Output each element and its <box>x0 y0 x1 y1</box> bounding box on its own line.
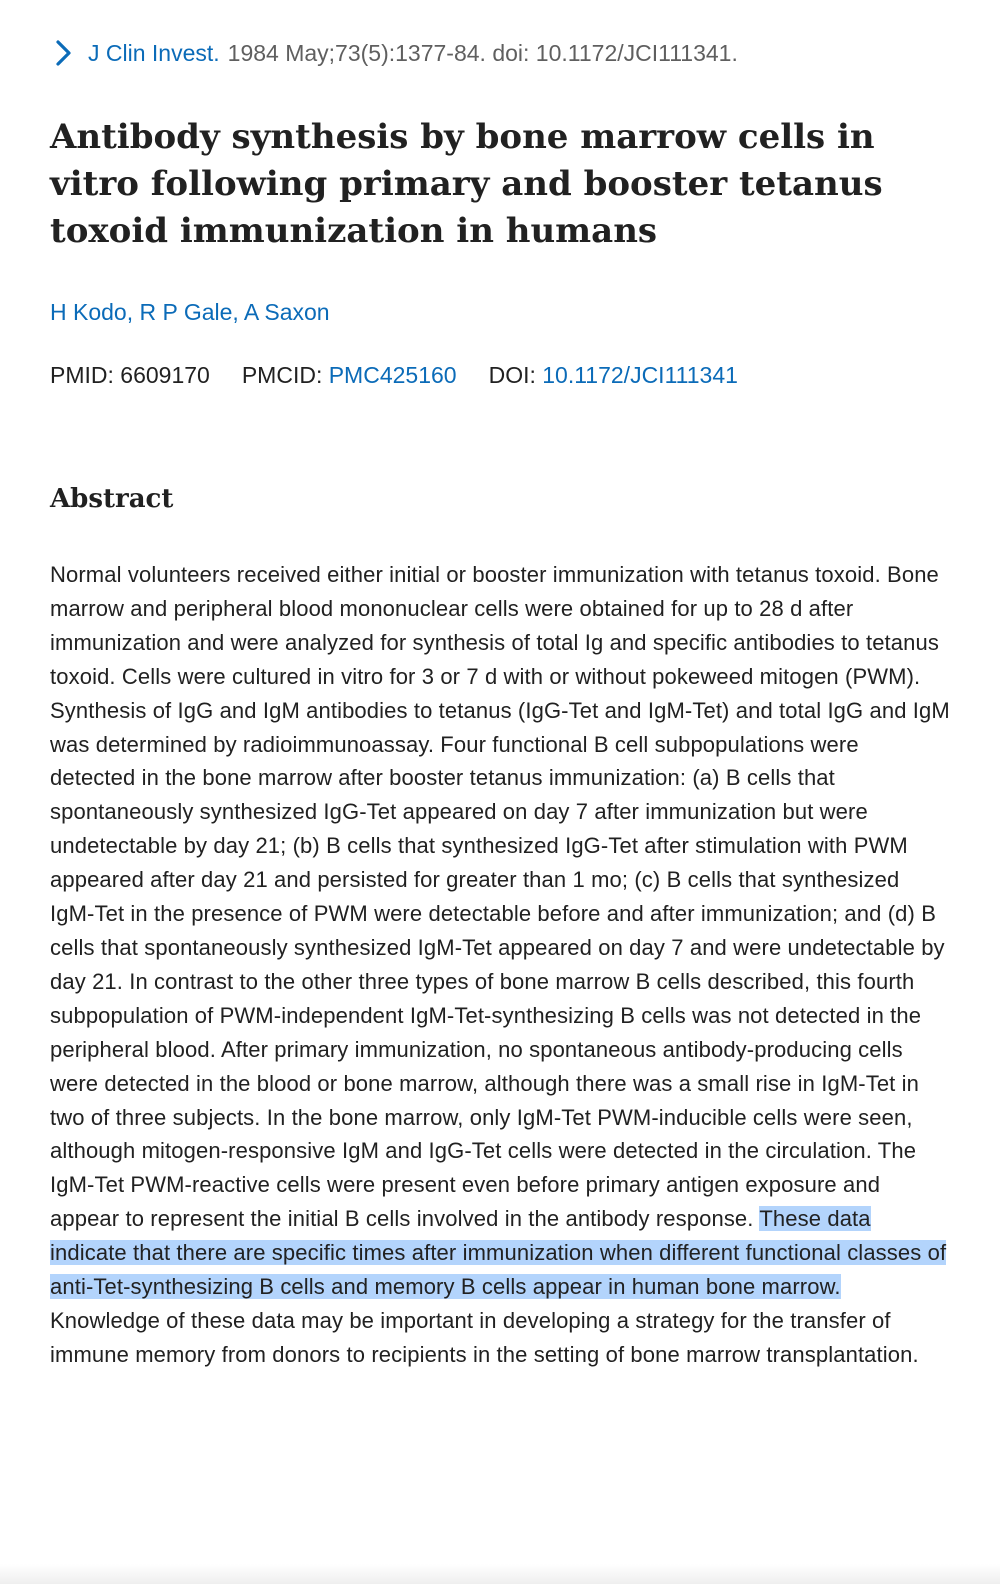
citation-detail: 1984 May;73(5):1377-84. doi: 10.1172/JCI111341. <box>227 39 738 66</box>
doi-link[interactable]: 10.1172/JCI111341 <box>542 362 738 388</box>
pmcid-link[interactable]: PMC425160 <box>328 362 457 388</box>
abstract-text-before: Normal volunteers received either initial or booster immunization with tetanus toxoid. Bone marrow and peripheral blood mononuclear cells were obtained for up to 28 d after immunization and were analyzed for synthesis of total Ig and specific antibodies to tetanus toxoid. Cells were cultured in vitro for 3 or 7 d with or without pokeweed mitogen (PWM). Synthesis of IgG and IgM antibodies to tetanus (IgG-Tet and IgM-Tet) and total IgG and IgM was determined by radioimmunoassay. Four functional B cell subpopulations were detected in the bone marrow after booster tetanus immunization: (a) B cells that spontaneously synthesized IgG-Tet appeared on day 7 after immunization but were undetectable by day 21; (b) B cells that synthesized IgG-Tet after stimulation with PWM appeared after day 21 and persisted for greater than 1 mo; (c) B cells that synthesized IgM-Tet in the presence of PWM were detectable before and after immunization; and (d) B cells that spontaneously synthesized IgM-Tet appeared on day 7 and were undetectable by day 21. In contrast to the other three types of bone marrow B cells described, this fourth subpopulation of PWM-independent IgM-Tet-synthesizing B cells was not detected in the peripheral blood. After primary immunization, no spontaneous antibody-producing cells were detected in the blood or bone marrow, although there was a small rise in IgM-Tet in two of three subjects. In the bone marrow, only IgM-Tet PWM-inducible cells were seen, although mitogen-responsive IgM and IgG-Tet cells were detected in the circulation. The IgM-Tet PWM-reactive cells were present even before primary antigen exposure and appear to represent the initial B cells involved in the antibody response. <box>50 562 950 1232</box>
author-separator: , <box>232 299 244 325</box>
pmid-label: PMID: <box>50 362 114 388</box>
doi-label: DOI: <box>488 362 536 388</box>
pmcid-label: PMCID: <box>241 362 323 388</box>
author-link[interactable]: H Kodo <box>50 299 127 325</box>
bottom-scroll-shadow <box>0 1564 1000 1584</box>
pmid-identifier <box>50 359 210 391</box>
author-list <box>50 296 330 328</box>
abstract-body <box>50 558 950 1372</box>
author-link[interactable]: R P Gale <box>139 299 233 325</box>
chevron-right-icon[interactable] <box>50 36 78 70</box>
article-identifiers <box>50 359 770 391</box>
selected-text-highlight[interactable]: These data indicate that there are specific times after immunization when different functional classes of anti-Tet-synthesizing B cells and memory B cells appear in human bone marrow. <box>50 1206 947 1300</box>
doi-identifier <box>489 359 738 391</box>
abstract-heading: Abstract <box>50 484 174 514</box>
pmcid-identifier <box>242 359 457 391</box>
author-link[interactable]: A Saxon <box>243 299 330 325</box>
pmid-value: 6609170 <box>120 362 210 388</box>
citation-line <box>50 36 738 70</box>
abstract-text-after: Knowledge of these data may be important in developing a strategy for the transfer of immune memory from donors to recipients in the setting of bone marrow transplantation. <box>50 1307 919 1367</box>
author-separator: , <box>126 299 140 325</box>
article-title: Antibody synthesis by bone marrow cells in vitro following primary and booster tetanus toxoid immunization in humans <box>50 117 883 251</box>
journal-link[interactable]: J Clin Invest. <box>88 39 220 66</box>
